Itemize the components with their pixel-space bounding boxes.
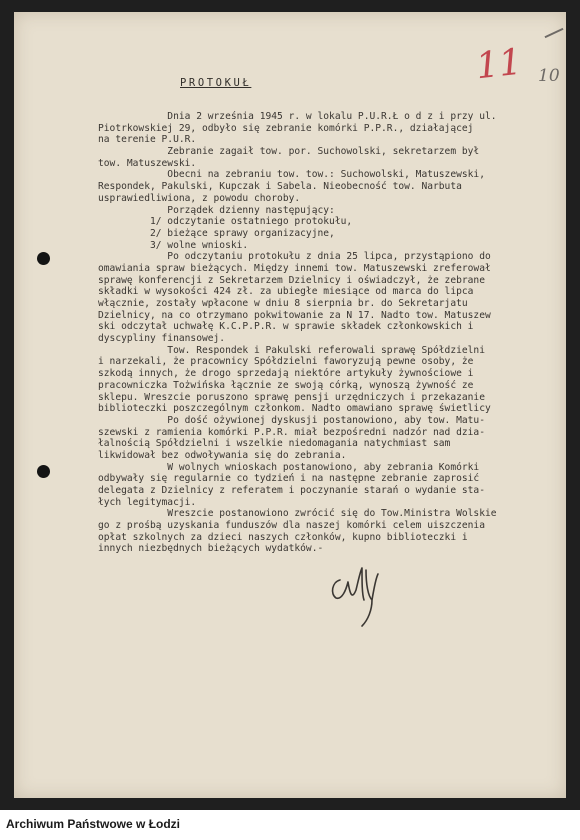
text-line: opłat szkolnych za dzieci naszych członków, kupno biblioteczki i xyxy=(98,531,468,543)
text-line: łych legitymacji. xyxy=(98,496,197,508)
text-line: sprawę konferencji z Sekretarzem Dzielnicy i oświadczył, że zebrane xyxy=(98,274,485,286)
pencil-tick-mark xyxy=(545,28,564,38)
punch-hole-bottom xyxy=(37,465,50,478)
text-line: likwidował bez odwoływania się do zebrania. xyxy=(98,449,347,461)
text-line: W wolnych wnioskach postanowiono, aby zebrania Komórki xyxy=(98,461,480,473)
text-line: odbywały się regularnie co tydzień i na następne zebranie zaprosić xyxy=(98,473,480,485)
text-line: Po dość ożywionej dyskusji postanowiono, aby tow. Matu- xyxy=(98,414,485,426)
punch-hole-top xyxy=(37,252,50,265)
text-line: Dnia 2 września 1945 r. w lokalu P.U.R.Ł o d z i przy ul. xyxy=(98,111,497,122)
text-line: Zebranie zagaił tow. por. Suchowolski, sekretarzem był xyxy=(98,146,480,158)
text-line: Obecni na zebraniu tow. tow.: Suchowolski, Matuszewski, xyxy=(98,169,485,181)
text-line: Dzielnicy, na co otrzymano pokwitowanie za N 17. Nadto tow. Matuszew xyxy=(98,309,491,321)
text-line: 1/ odczytanie ostatniego protokułu, xyxy=(98,216,353,228)
text-line: Piotrkowskiej 29, odbyło się zebranie komórki P.P.R., działającej xyxy=(98,122,474,134)
text-line: tow. Matuszewski. xyxy=(98,157,197,169)
text-line: dyscypliny finansowej. xyxy=(98,333,226,345)
archive-label: Archiwum Państwowe w Łodzi xyxy=(6,817,181,831)
text-line: szkodą innych, że drogo sprzedają niektóre artykuły żywnościowe i xyxy=(98,368,474,380)
text-line: Wreszcie postanowiono zwrócić się do Tow.Ministra Wolskie xyxy=(98,508,497,520)
archive-footer xyxy=(0,810,580,840)
text-line: Po odczytaniu protokułu z dnia 25 lipca, przystąpiono do xyxy=(98,251,491,263)
page-number-red: 11 xyxy=(473,41,524,88)
text-line: 2/ bieżące sprawy organizacyjne, xyxy=(98,227,335,239)
text-line: pracowniczka Tożwińska łącznie ze swoją córką, wynoszą żywność ze xyxy=(98,379,474,391)
handwritten-signature xyxy=(326,560,386,630)
document-body xyxy=(98,111,558,555)
text-line: omawiania spraw bieżących. Między innemi tow. Matuszewski zreferował xyxy=(98,262,491,274)
text-line: usprawiedliwiona, z powodu choroby. xyxy=(98,192,301,204)
text-line: włącznie, zostały wpłacone w dniu 8 sierpnia br. do Sekretarjatu xyxy=(98,298,468,309)
document-title: PROTOKUŁ xyxy=(180,77,252,89)
text-line: delegata z Dzielnicy z referatem i poczynanie starań o wydanie sta- xyxy=(98,485,485,496)
text-line: ski odczytał uchwałę K.C.P.P.R. w sprawie składek członkowskich i xyxy=(98,321,474,333)
text-line: Respondek, Pakulski, Kupczak i Sabela. Nieobecność tow. Narbuta xyxy=(98,181,462,193)
text-line: i narzekali, że pracownicy Spółdzielni faworyzują pewne osoby, że xyxy=(98,356,474,368)
text-line: łalnością Spółdzielni i wszelkie niedomagania natychmiast sam xyxy=(98,438,451,450)
text-line: szewski z ramienia komórki P.P.R. miał bezpośredni nadzór nad dzia- xyxy=(98,426,485,438)
page-number-pencil: 10 xyxy=(538,66,560,86)
text-line: innych niezbędnych bieżących wydatków.- xyxy=(98,543,324,555)
text-line: go z prośbą uzyskania funduszów dla naszej komórki celem uiszczenia xyxy=(98,520,485,532)
text-line: sklepu. Wreszcie poruszono sprawę pensji urzędniczych i przekazanie xyxy=(98,391,485,403)
text-line: Tow. Respondek i Pakulski referowali sprawę Spółdzielni xyxy=(98,344,485,356)
text-line: 3/ wolne wnioski. xyxy=(98,239,249,251)
text-line: biblioteczki poszczególnym członkom. Nadto omawiano sprawę świetlicy xyxy=(98,403,491,415)
text-line: Porządek dzienny następujący: xyxy=(98,204,335,216)
text-line: na terenie P.U.R. xyxy=(98,134,197,146)
text-line: składki w wysokości 424 zł. za ubiegłe miesiące od marca do lipca xyxy=(98,286,474,298)
